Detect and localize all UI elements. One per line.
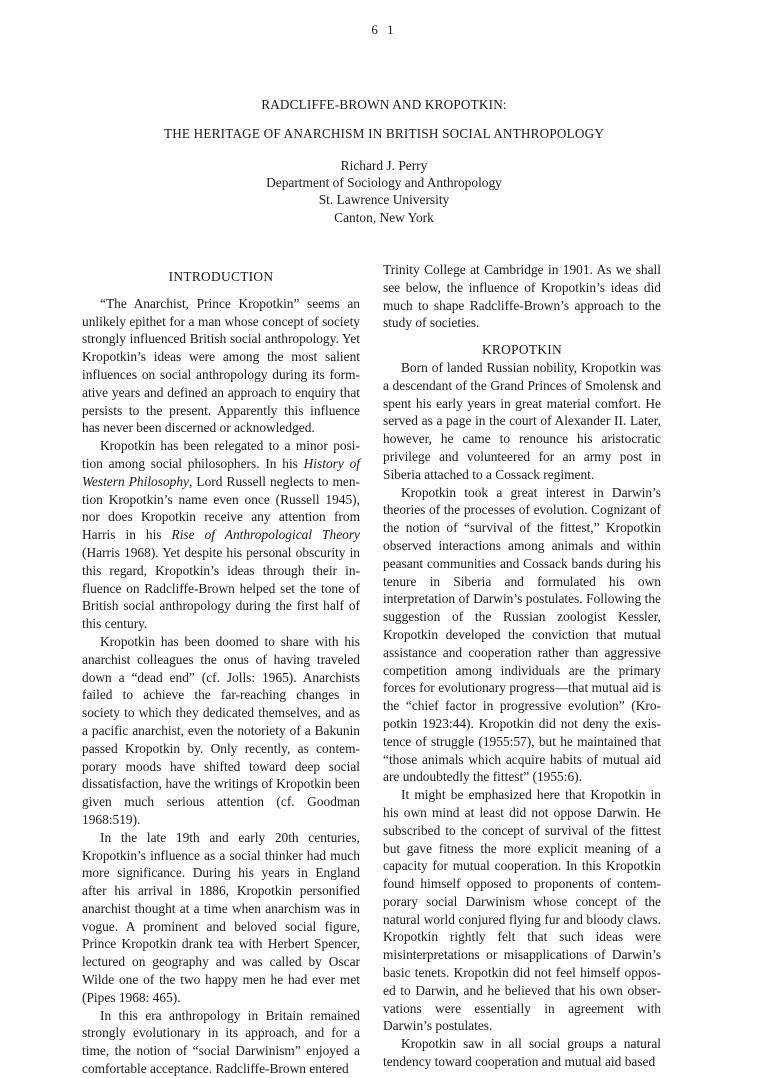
article-title: RADCLIFFE-BROWN AND KROPOTKIN: [261,97,507,112]
author-location: Canton, New York [334,209,434,225]
author-department: Department of Sociology and Anthropology [266,175,502,191]
paragraph: In the late 19th and early 20th centuries, Kropotkin’s influence as a social thinker had much more significance. During his years in England after his arrival in 1886, Kropotkin personified anarchist thought at a time when anarchism was in vogue. A prominent and beloved social figure, Prince Kropotkin drank tea with Herbert Spencer, lectured on geography and was called by Oscar Wilde one of the two happy men he had ever met (Pipes 1968: 465). [82,829,360,1005]
book-title: History of Western Philosophy [82,455,360,489]
text-span: Kropotkin has been relegated to a minor position among social philosophers. In his [82,438,360,471]
right-column [383,261,661,1071]
author-name: Richard J. Perry [340,158,428,173]
paragraph: In this era anthropology in Britain remained strongly evolutionary in its approach, and for a time, the notion of “social Darwinism” enjoyed a comfortable acceptance. Radcliffe-Brown entered [82,1007,360,1077]
text-span: (Harris 1968). Yet despite his personal obscurity in this regard, Kropotkin’s ideas through their influence on Radcliffe-Brown helped set the tone of British social anthropology during the first half of this century. [82,544,360,632]
paragraph [82,437,360,633]
paragraph: Kropotkin has been doomed to share with his anarchist colleagues the onus of having traveled down a “dead end” (cf. Jolls: 1965). Anarchists failed to achieve the far-reaching changes in society to which they dedicated themselves, and as a pacific anarchist, even the notoriety of a Bakunin passed Kropotkin by. Only recently, as contemporary moods have shifted toward deep social dissatisfaction, have the writings of Kropotkin been given much serious attention (cf. Goodman 1968:519). [82,633,360,827]
paragraph: Kropotkin saw in all social groups a natural tendency toward cooperation and mutual aid based [383,1036,661,1070]
paragraph: Kropotkin took a great interest in Darwin’s theories of the processes of evolution. Cognizant of the notion of “survival of the fittest,” Kropotkin observed interactions among animals and within peasant communities and Cossack bands during his tenure in Siberia and formulated his own interpretation of Darwin’s postulates. Following the suggestion of the Russian zoologist Kessler, Kropotkin developed the conviction that mutual assistance and cooperation rather than aggressive competition among individuals are the primary forces for evolutionary progress—that mutual aid is the “chief factor in progressive evolution” (Kropotkin 1923:44). Kropotkin did not deny the existence of struggle (1955:57), but he maintained that “those animals which acquire habits of mutual aid are undoubtedly the fittest” (1955:6). [383,484,661,785]
paragraph: Born of landed Russian nobility, Kropotkin was a descendant of the Grand Princes of Smolensk and spent his early years in great material comfort. He served as a page in the court of Alexander II. Later, however, he came to renounce his aristocratic privilege and volunteered for an army post in Siberia attached to a Cossack regiment. [383,359,661,482]
page-number: 6 1 [371,22,397,37]
paragraph: “The Anarchist, Prince Kropotkin” seems an unlikely epithet for a man whose concept of society strongly influenced British social anthropology. Yet Kropotkin’s ideas were among the most salient influences on social anthropology during its formative years and defined an approach to enquiry that persists to the present. Apparently this influence has never been discerned or acknowledged. [82,295,360,436]
section-heading-introduction: INTRODUCTION [168,269,274,284]
author-block [0,157,768,226]
article-subtitle: THE HERITAGE OF ANARCHISM IN BRITISH SOCIAL ANTHROPOLOGY [163,126,605,141]
paragraph: Trinity College at Cambridge in 1901. As we shall see below, the influence of Kropotkin’s ideas did much to shape Radcliffe-Brown’s approach to the study of societies. [383,262,661,331]
left-column [82,260,360,1078]
text-span: , Lord Russell neglects to mention Kropotkin’s name even once (Russell 1945), nor does Kropotkin receive any attention from Harris in his [82,473,360,543]
book-title: Rise of Anthropological Theory [171,527,360,543]
author-university: St. Lawrence University [318,192,450,208]
paragraph: It might be emphasized here that Kropotkin in his own mind at least did not oppose Darwin. He subscribed to the concept of survival of the fittest but gave fitness the more explicit meaning of a capacity for mutual cooperation. In this Kropotkin found himself opposed to proponents of contemporary social Darwinism whose concept of the natural world conjured flying fur and bloody claws. Kropotkin rightly felt that such ideas were misinterpretations or misapplications of Darwin’s basic tenets. Kropotkin did not feel himself opposed to Darwin, and he believed that his own observations were essentially in agreement with Darwin’s postulates. [383,787,661,1034]
section-heading-kropotkin: KROPOTKIN [481,342,563,358]
